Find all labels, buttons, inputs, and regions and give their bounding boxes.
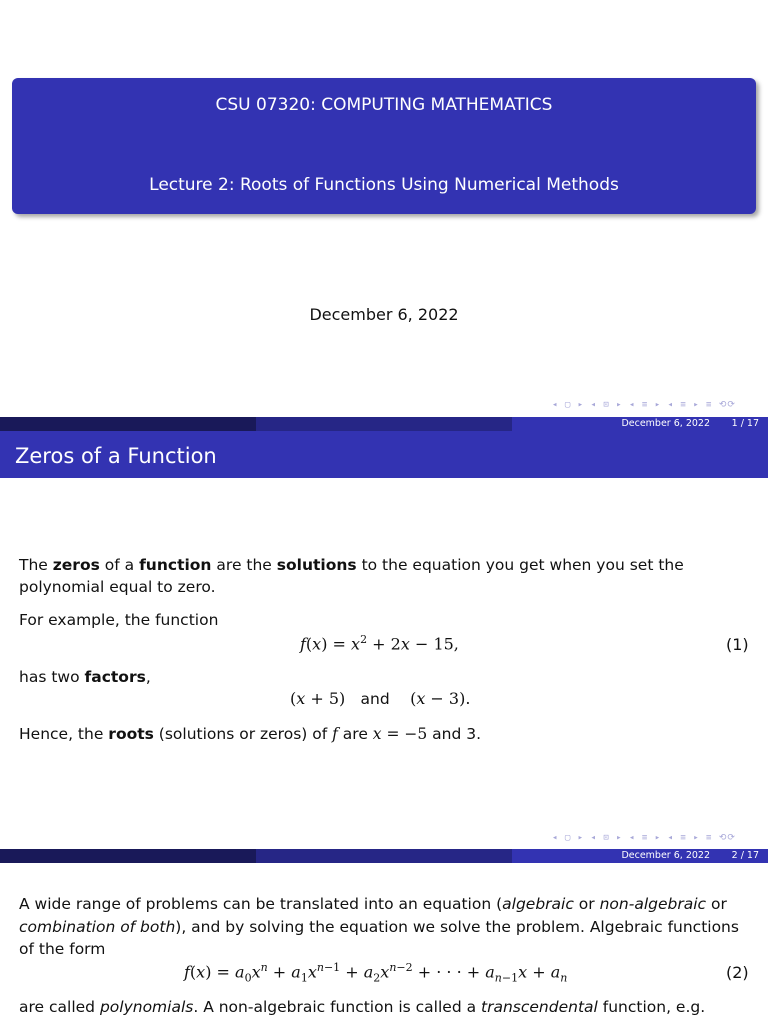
italic-term-polynomials: polynomials <box>99 998 194 1016</box>
paragraph-problems-line2 <box>19 916 739 938</box>
footer-bar <box>0 417 768 431</box>
footer-segment-middle <box>256 849 512 863</box>
text-run: ), and by solving the equation we solve the problem. Algebraic functions <box>175 918 739 936</box>
text-run: , <box>145 668 151 686</box>
paragraph-example: For example, the function <box>19 611 219 629</box>
bold-term-roots: roots <box>108 725 154 743</box>
italic-term-non-algebraic: non-algebraic <box>599 895 707 913</box>
slide-date: December 6, 2022 <box>309 305 459 324</box>
text-run: are the <box>211 556 277 574</box>
text-run: are <box>337 725 373 743</box>
paragraph-factors <box>19 666 151 688</box>
equation-number-2: (2) <box>726 963 749 982</box>
italic-term-combination: combination of both <box>19 918 176 936</box>
footer-page-number: 2 / 17 <box>731 850 759 861</box>
footer-segment-left <box>0 417 256 431</box>
course-title: CSU 07320: COMPUTING MATHEMATICS <box>215 95 553 115</box>
italic-term-transcendental: transcendental <box>481 998 598 1016</box>
footer-page-number: 1 / 17 <box>731 418 759 429</box>
text-run: . A non-algebraic function is called a <box>193 998 482 1016</box>
equation-1: $f(x) = x^2 + 2x - 15$, <box>300 633 459 654</box>
navigation-symbols[interactable]: ◂ ▢ ▸ ◂ ⊡ ▸ ◂ ≡ ▸ ◂ ≡ ▸ ≡ ⟲⟳ <box>552 400 736 410</box>
factors-and: and <box>360 690 390 708</box>
footer-bar <box>0 849 768 863</box>
italic-term-algebraic: algebraic <box>502 895 574 913</box>
text-run: are called <box>19 998 100 1016</box>
bold-term-solutions: solutions <box>276 556 357 574</box>
text-run: Hence, the <box>19 725 109 743</box>
navigation-symbols[interactable]: ◂ ▢ ▸ ◂ ⊡ ▸ ◂ ≡ ▸ ◂ ≡ ▸ ≡ ⟲⟳ <box>552 833 736 843</box>
title-block <box>12 78 756 214</box>
equation-2: $f(x) = a_0x^n + a_1x^{n-1} + a_2x^{n-2}$ + · · · + $a_{n-1}x + a_n$ <box>184 961 568 985</box>
equation-number-1: (1) <box>726 635 749 654</box>
footer-date: December 6, 2022 <box>621 418 710 429</box>
footer-segment-left <box>0 849 256 863</box>
paragraph-zeros-definition-line2: polynomial equal to zero. <box>19 578 216 596</box>
footer-segment-middle <box>256 417 512 431</box>
footer-date: December 6, 2022 <box>621 850 710 861</box>
text-run: of a <box>99 556 140 574</box>
text-run: (solutions or zeros) of <box>153 725 333 743</box>
factors-equation: (x + 5) and (x − 3). <box>290 689 471 708</box>
paragraph-polynomials <box>19 996 705 1018</box>
frame-title: Zeros of a Function <box>15 444 217 468</box>
text-run: or <box>573 895 600 913</box>
math-f: f <box>332 725 338 743</box>
text-run: and 3. <box>427 725 482 743</box>
text-run: or <box>706 895 727 913</box>
math-x-equals: x = −5 <box>372 725 428 743</box>
bold-term-factors: factors <box>84 668 146 686</box>
text-run: has two <box>19 668 85 686</box>
text-run: to the equation you get when you set the <box>356 556 684 574</box>
text-run: A wide range of problems can be translated into an equation ( <box>19 895 503 913</box>
bold-term-function: function <box>139 556 212 574</box>
paragraph-problems-line3: of the form <box>19 940 106 958</box>
paragraph-zeros-definition <box>19 554 684 576</box>
paragraph-problems-line1 <box>19 893 727 915</box>
bold-term-zeros: zeros <box>52 556 100 574</box>
frame-title-bar <box>0 431 768 478</box>
paragraph-roots <box>19 723 481 745</box>
lecture-title: Lecture 2: Roots of Functions Using Numerical Methods <box>149 175 619 195</box>
text-run: function, e.g. <box>597 998 706 1016</box>
text-run: The <box>19 556 53 574</box>
